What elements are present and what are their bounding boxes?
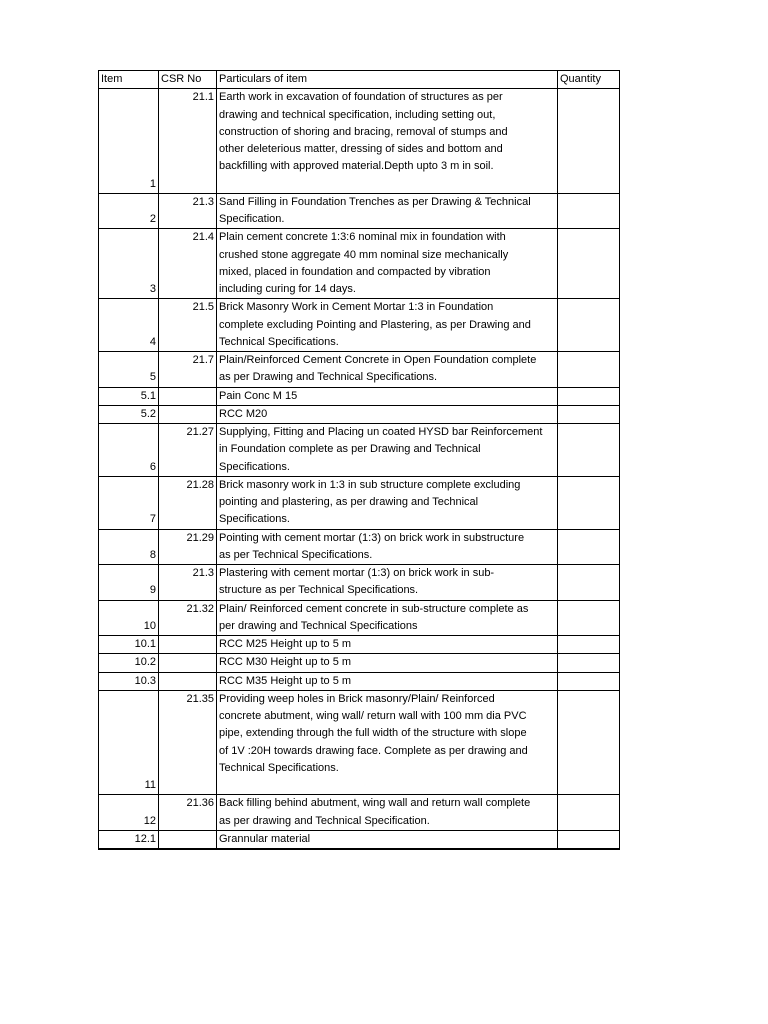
particulars-line: RCC M35 Height up to 5 m <box>219 674 352 687</box>
csr-number: 21.5 <box>159 299 217 352</box>
particulars-line: Pain Conc M 15 <box>219 389 298 402</box>
particulars-line: Brick masonry work in 1:3 in sub structure complete excluding <box>219 478 521 491</box>
particulars-line: Brick Masonry Work in Cement Mortar 1:3 in Foundation <box>219 301 494 314</box>
table-row <box>99 529 620 565</box>
particulars-line: Supplying, Fitting and Placing un coated HYSD bar Reinforcement <box>219 426 543 438</box>
item-particulars <box>217 690 558 795</box>
particulars-line: Technical Specifications. <box>219 761 339 774</box>
particulars-line: pipe, extending through the full width of the structure with slope <box>219 727 527 740</box>
particulars-line: concrete abutment, wing wall/ return wall with 100 mm dia PVC <box>219 710 527 722</box>
item-number: 5.1 <box>99 387 159 405</box>
item-number: 12 <box>99 795 159 831</box>
item-number: 1 <box>99 89 159 194</box>
particulars-line: backfilling with approved material.Depth upto 3 m in soil. <box>219 160 494 173</box>
quantity-cell[interactable] <box>558 387 620 405</box>
csr-number <box>159 387 217 405</box>
table-row <box>99 830 620 849</box>
table-row <box>99 387 620 405</box>
csr-number <box>159 830 217 849</box>
particulars-line: Earth work in excavation of foundation of structures as per <box>219 91 503 104</box>
quantity-cell[interactable] <box>558 690 620 795</box>
table-row <box>99 424 620 477</box>
particulars-line: RCC M30 Height up to 5 m <box>219 656 352 669</box>
particulars-line: in Foundation complete as per Drawing and Technical <box>219 443 481 456</box>
particulars-line: complete excluding Pointing and Plastering, as per Drawing and <box>219 318 531 331</box>
csr-number <box>159 405 217 423</box>
item-number: 10.2 <box>99 654 159 672</box>
quantity-cell[interactable] <box>558 795 620 831</box>
quantity-cell[interactable] <box>558 529 620 565</box>
csr-number: 21.36 <box>159 795 217 831</box>
item-particulars <box>217 529 558 565</box>
particulars-line: mixed, placed in foundation and compacted by vibration <box>219 265 491 278</box>
particulars-line: as per drawing and Technical Specification. <box>219 814 430 827</box>
item-number: 3 <box>99 229 159 299</box>
particulars-line: per drawing and Technical Specifications <box>219 619 418 632</box>
quantity-cell[interactable] <box>558 600 620 636</box>
particulars-line: including curing for 14 days. <box>219 283 356 295</box>
table-row <box>99 476 620 529</box>
csr-number: 21.4 <box>159 229 217 299</box>
boq-table <box>98 70 620 850</box>
csr-number: 21.29 <box>159 529 217 565</box>
quantity-cell[interactable] <box>558 193 620 229</box>
item-number: 6 <box>99 424 159 477</box>
table-row <box>99 229 620 299</box>
csr-number: 21.7 <box>159 352 217 388</box>
item-number: 8 <box>99 529 159 565</box>
particulars-line: structure as per Technical Specifications. <box>219 584 419 597</box>
csr-number <box>159 672 217 690</box>
table-row <box>99 352 620 388</box>
csr-number: 21.28 <box>159 476 217 529</box>
particulars-line: Specifications. <box>219 513 290 526</box>
csr-number: 21.35 <box>159 690 217 795</box>
quantity-cell[interactable] <box>558 565 620 601</box>
item-number: 10.1 <box>99 636 159 654</box>
item-particulars <box>217 193 558 229</box>
item-number: 4 <box>99 299 159 352</box>
particulars-line: crushed stone aggregate 40 mm nominal size mechanically <box>219 248 509 261</box>
item-particulars <box>217 636 558 654</box>
item-particulars <box>217 405 558 423</box>
csr-number: 21.3 <box>159 193 217 229</box>
table-row <box>99 654 620 672</box>
item-number: 2 <box>99 193 159 229</box>
quantity-cell[interactable] <box>558 424 620 477</box>
boq-sheet <box>98 70 619 850</box>
csr-number <box>159 636 217 654</box>
quantity-cell[interactable] <box>558 654 620 672</box>
item-particulars <box>217 424 558 477</box>
item-number: 12.1 <box>99 830 159 849</box>
quantity-cell[interactable] <box>558 405 620 423</box>
quantity-cell[interactable] <box>558 830 620 849</box>
table-row <box>99 636 620 654</box>
particulars-line: pointing and plastering, as per drawing and Technical <box>219 496 479 508</box>
particulars-line: Grannular material <box>219 832 311 845</box>
item-particulars <box>217 352 558 388</box>
table-row <box>99 795 620 831</box>
quantity-cell[interactable] <box>558 89 620 194</box>
particulars-line: Plain/Reinforced Cement Concrete in Open Foundation complete <box>219 354 537 366</box>
particulars-line: of 1V :20H towards drawing face. Complete as per drawing and <box>219 744 528 757</box>
table-row <box>99 89 620 194</box>
particulars-line: Sand Filling in Foundation Trenches as per Drawing & Technical <box>219 195 531 208</box>
quantity-cell[interactable] <box>558 672 620 690</box>
particulars-line: Plain cement concrete 1:3:6 nominal mix in foundation with <box>219 231 506 244</box>
item-number: 11 <box>99 690 159 795</box>
item-particulars <box>217 299 558 352</box>
particulars-line: RCC M25 Height up to 5 m <box>219 638 352 650</box>
item-particulars <box>217 565 558 601</box>
quantity-cell[interactable] <box>558 476 620 529</box>
particulars-line: Plain/ Reinforced cement concrete in sub-structure complete as <box>219 602 529 615</box>
item-particulars <box>217 672 558 690</box>
header-row <box>99 71 620 89</box>
boq-rows <box>99 89 620 849</box>
csr-number: 21.3 <box>159 565 217 601</box>
item-particulars <box>217 600 558 636</box>
particulars-line: Specifications. <box>219 460 290 473</box>
item-number: 5.2 <box>99 405 159 423</box>
table-row <box>99 672 620 690</box>
csr-number: 21.1 <box>159 89 217 194</box>
item-number: 5 <box>99 352 159 388</box>
particulars-line: Plastering with cement mortar (1:3) on brick work in sub- <box>219 567 495 579</box>
header-item: Item <box>99 71 159 89</box>
quantity-cell[interactable] <box>558 299 620 352</box>
item-number: 10 <box>99 600 159 636</box>
item-particulars <box>217 654 558 672</box>
csr-number: 21.32 <box>159 600 217 636</box>
quantity-cell[interactable] <box>558 636 620 654</box>
particulars-line: construction of shoring and bracing, removal of stumps and <box>219 125 508 138</box>
particulars-line: RCC M20 <box>219 407 268 420</box>
particulars-line: Back filling behind abutment, wing wall and return wall complete <box>219 797 531 810</box>
table-row <box>99 600 620 636</box>
table-row <box>99 299 620 352</box>
item-particulars <box>217 229 558 299</box>
item-particulars <box>217 89 558 194</box>
particulars-line: Providing weep holes in Brick masonry/Plain/ Reinforced <box>219 692 495 705</box>
quantity-cell[interactable] <box>558 229 620 299</box>
particulars-line: Technical Specifications. <box>219 335 339 348</box>
header-csr-no: CSR No <box>159 71 217 89</box>
particulars-line: Pointing with cement mortar (1:3) on brick work in substructure <box>219 531 525 544</box>
header-particulars: Particulars of item <box>217 71 558 89</box>
item-number: 9 <box>99 565 159 601</box>
particulars-line: Specification. <box>219 213 285 225</box>
item-particulars <box>217 476 558 529</box>
particulars-line: other deleterious matter, dressing of sides and bottom and <box>219 143 503 155</box>
item-particulars <box>217 387 558 405</box>
item-number: 10.3 <box>99 672 159 690</box>
item-particulars <box>217 795 558 831</box>
table-row <box>99 405 620 423</box>
csr-number: 21.27 <box>159 424 217 477</box>
header-quantity: Quantity <box>558 71 620 89</box>
quantity-cell[interactable] <box>558 352 620 388</box>
csr-number <box>159 654 217 672</box>
table-row <box>99 690 620 795</box>
particulars-line: as per Technical Specifications. <box>219 548 373 561</box>
particulars-line: drawing and technical specification, including setting out, <box>219 108 496 121</box>
item-particulars <box>217 830 558 849</box>
item-number: 7 <box>99 476 159 529</box>
particulars-line: as per Drawing and Technical Specifications. <box>219 371 438 384</box>
table-row <box>99 565 620 601</box>
table-row <box>99 193 620 229</box>
